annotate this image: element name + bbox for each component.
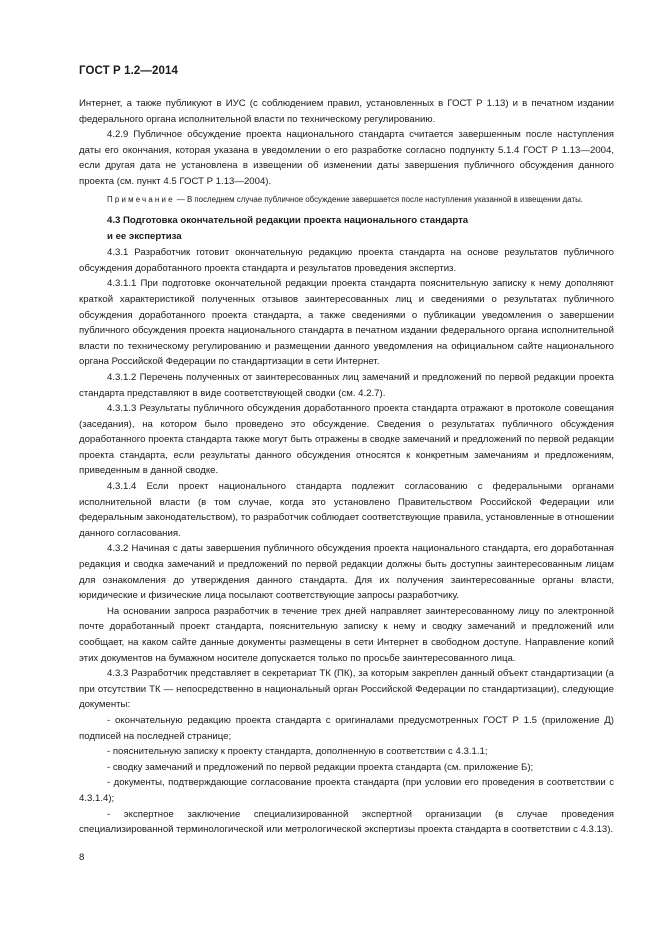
note-label: Примечание: [107, 194, 175, 204]
list-item: - пояснительную записку к проекту стандарта, дополненную в соответствии с 4.3.1.1;: [107, 746, 488, 758]
list-item: - окончательную редакцию проекта стандарта с оригиналами предусмотренных ГОСТ Р 1.5 (приложение Д) подписей на последней странице;: [79, 714, 614, 742]
document-header: ГОСТ Р 1.2—2014: [79, 65, 178, 77]
paragraph-4-3-2: 4.3.2 Начиная с даты завершения публичного обсуждения проекта национального стандарта, его доработанная редакция и сводка замечаний и предложений по первой редакции должны быть доступны заинтересованным лицам для ознакомления до утверждения данного стандарта. Для их получения заинтересованные органы власти, юридические и физические лица посылают соответствующие запросы разработчику.: [79, 543, 614, 602]
paragraph-4-2-9: 4.2.9 Публичное обсуждение проекта национального стандарта считается завершенным после наступления даты его окончания, которая указана в уведомлении о его разработке согласно подпункту 5.1.4 ГОСТ Р 1.13—2004, если другая дата не установлена в извещении об изменении даты завершения публичного обсуждения данного проекта (см. пункт 4.5 ГОСТ Р 1.13—2004).: [79, 129, 614, 187]
paragraph-intro: Интернет, а также публикуют в ИУС (с соблюдением правил, установленных в ГОСТ Р 1.13) и в печатном издании федерального органа исполнительной власти по техническому регулированию.: [79, 98, 614, 125]
list-item: - сводку замечаний и предложений по первой редакции проекта стандарта (см. приложение Б);: [107, 761, 534, 773]
paragraph-4-3-1-2: 4.3.1.2 Перечень полученных от заинтересованных лиц замечаний и предложений по первой редакции проекта стандарта представляют в виде соответствующей сводки (см. 4.2.7).: [79, 371, 614, 399]
paragraph-4-3-3: 4.3.3 Разработчик представляет в секретариат ТК (ПК), за которым закреплен данный объект стандартизации (а при отсутствии ТК — непосредственно в национальный орган Российской Федерации по стандартизации), следующие документы:: [79, 668, 614, 711]
paragraph-4-3-1-3: 4.3.1.3 Результаты публичного обсуждения доработанного проекта стандарта отражают в протоколе совещания (заседания), на котором было проведено это обсуждение. Сведения о результатах публичного обсуждения доработанного проекта стандарта также могут быть отражены в сводке замечаний и предложений по первой редакции проекта стандарта, если результаты данного обсуждения относятся к конкретным замечаниям и предложениям, приведенным в данной сводке.: [79, 403, 614, 477]
section-heading-4-3: [79, 213, 614, 244]
paragraph-4-3-1: 4.3.1 Разработчик готовит окончательную редакцию проекта стандарта на основе результатов публичного обсуждения доработанного проекта стандарта и результатов проведения экспертиз.: [79, 247, 614, 274]
list-item: - документы, подтверждающие согласование проекта стандарта (при условии его проведения в соответствии с 4.3.1.4);: [79, 777, 614, 804]
paragraph-4-3-2-request: На основании запроса разработчик в течение трех дней направляет заинтересованному лицу по электронной почте доработанный проект стандарта, пояснительную записку к нему и сводку замечаний и предложений или сообщает, на каком сайте данные документы размещены в сети Интернет в свободном доступе. Направление копий этих документов на бумажном носителе допускается только по просьбе заинтересованного лица.: [79, 605, 614, 664]
document-body: [79, 96, 614, 838]
list-item: - экспертное заключение специализированной экспертной организации (в случае проведения специализированной терминологической или метрологической экспертизы проекта стандарта в соответствии с 4.3.13).: [79, 808, 614, 836]
note-text: — В последнем случае публичное обсуждение завершается после наступления указанной в извещении даты.: [174, 194, 583, 204]
section-heading-line2: и ее экспертиза: [107, 230, 182, 242]
paragraph-4-3-1-1: 4.3.1.1 При подготовке окончательной редакции проекта стандарта пояснительную записку к нему дополняют краткой характеристикой полученных отзывов заинтересованных лиц и сведениями о результатах публичного обсуждения доработанного проекта стандарта, а также сведениями о публикации уведомления о завершении публичного обсуждения проекта национального стандарта в печатном издании федерального органа исполнительной власти по техническому регулированию и размещении данного уведомления на официальном сайте национального органа Российской Федерации по стандартизации в сети Интернет.: [79, 278, 614, 368]
section-heading-line1: 4.3 Подготовка окончательной редакции проекта национального стандарта: [107, 214, 469, 226]
paragraph-4-3-1-4: 4.3.1.4 Если проект национального стандарта подлежит согласованию с федеральными органами исполнительной власти (в том случае, когда это установлено Правительством Российской Федерации или федеральным законодательством), то разработчик соблюдает соответствующие правила, установленные в отношении данного согласования.: [79, 481, 614, 539]
note: [79, 193, 614, 206]
page-number: 8: [79, 852, 85, 863]
